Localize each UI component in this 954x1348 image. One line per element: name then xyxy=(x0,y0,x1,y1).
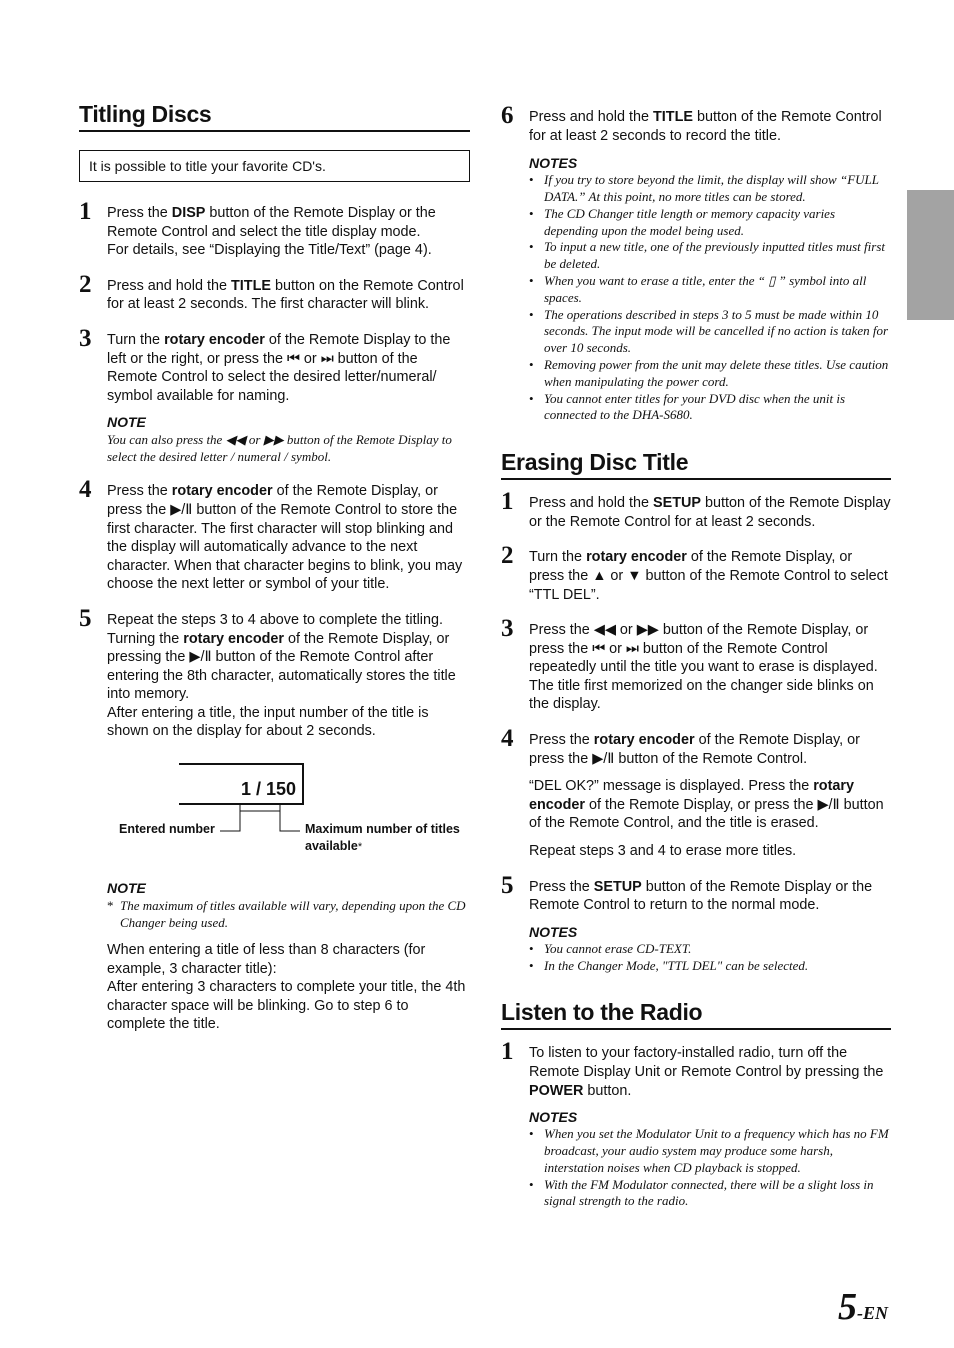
step-number: 1 xyxy=(501,488,514,516)
para-1: When entering a title of less than 8 characters (for example, 3 character title): xyxy=(107,942,426,977)
side-tab xyxy=(907,190,954,320)
step-text: Repeat the steps 3 to 4 above to complete the titling. Turning the rotary encoder of the Remote Display, or pressing the ▶/Ⅱ button of the Remote Control after entering the 8th character, automatically stores the title into memory. xyxy=(107,611,456,703)
step-text: Press the rotary encoder of the Remote Display, or press the ▶/Ⅱ button of the Remote Control. xyxy=(529,732,860,767)
notes-list xyxy=(529,172,891,424)
erase-step-2 xyxy=(501,542,891,604)
step-number: 2 xyxy=(79,270,92,298)
notes-list xyxy=(529,941,891,975)
note-item: • Removing power from the unit may delete these titles. Use caution when manipulating the power cord. xyxy=(529,357,891,391)
step-text: Turn the rotary encoder of the Remote Display to the left or the right, or press the ⏮ or ⏭ button of the Remote Control to select the desired letter/numeral/ symbol available for naming. xyxy=(107,331,451,404)
short-title-para xyxy=(79,941,470,1034)
step-number: 4 xyxy=(501,725,514,753)
step-extra: “DEL OK?” message is displayed. Press the rotary encoder of the Remote Display, or press the ▶/Ⅱ button of the Remote Control, and the title is erased. xyxy=(529,778,884,832)
step-number: 1 xyxy=(501,1038,514,1066)
step-text: Press the SETUP button of the Remote Display or the Remote Control to return to the normal mode. xyxy=(529,878,873,914)
erase-step-5 xyxy=(501,871,891,915)
para-2: After entering 3 characters to complete your title, the 4th character space will be blinking. Go to step 6 to complete the title. xyxy=(107,979,466,1033)
step-text: To listen to your factory-installed radio, turn off the Remote Display Unit or Remote Control by pressing the POWER button. xyxy=(529,1045,884,1099)
note-title: NOTE xyxy=(107,414,146,431)
section-title-radio: Listen to the Radio xyxy=(501,998,891,1030)
note-block xyxy=(107,413,470,465)
intro-box: It is possible to title your favorite CD's. xyxy=(79,150,470,182)
step-extra-2: Repeat steps 3 and 4 to erase more titles. xyxy=(529,843,797,860)
radio-step-1 xyxy=(501,1038,891,1100)
step-extra: For details, see “Displaying the Title/Text” (page 4). xyxy=(107,242,432,259)
step-text: Press and hold the TITLE button on the Remote Control for at least 2 seconds. The first character will blink. xyxy=(107,277,464,313)
note-item: • The CD Changer title length or memory capacity varies depending upon the model being used. xyxy=(529,206,891,240)
left-column xyxy=(79,100,470,1034)
note-item: • To input a new title, one of the previously inputted titles must first be deleted. xyxy=(529,239,891,273)
note-item: • In the Changer Mode, "TTL DEL" can be selected. xyxy=(529,958,891,975)
notes-title: NOTES xyxy=(529,923,578,940)
notes-title: NOTES xyxy=(529,155,578,172)
note-item: • When you set the Modulator Unit to a frequency which has no FM broadcast, your audio system may produce some harsh, interstation noises when CD playback is stopped. xyxy=(529,1126,891,1176)
notes-block-3 xyxy=(501,1108,891,1210)
note-block-2 xyxy=(79,879,470,931)
note-item: • With the FM Modulator connected, there will be a slight loss in signal strength to the radio. xyxy=(529,1177,891,1211)
step-extra: After entering a title, the input number of the title is shown on the display for about 2 seconds. xyxy=(107,704,429,740)
step-number: 2 xyxy=(501,542,514,570)
display-value: 1 / 150 xyxy=(240,779,296,800)
step-text: Press the rotary encoder of the Remote Display, or press the ▶/Ⅱ button of the Remote Control to store the first character. The first character will stop blinking and the display will automatically advance to the next character. When that character begins to blink, you may choose the next letter or symbol of your title. xyxy=(107,483,463,593)
note-text: You can also press the ◀◀ or ▶▶ button of the Remote Display to select the desired letter / numeral / symbol. xyxy=(107,432,452,465)
note-item: • The operations described in steps 3 to 5 must be made within 10 seconds. The input mode will be cancelled if no action is taken for over 10 seconds. xyxy=(529,307,891,357)
page-number: 5-EN xyxy=(838,1286,888,1328)
notes-block-2 xyxy=(501,923,891,975)
step-text: Press the DISP button of the Remote Display or the Remote Control and select the title display mode. xyxy=(107,205,436,240)
step-text: Turn the rotary encoder of the Remote Display, or press the ▲ or ▼ button of the Remote Control to select “TTL DEL”. xyxy=(529,549,888,603)
titling-step-4 xyxy=(79,476,470,594)
notes-list xyxy=(529,1126,891,1210)
notes-block-1 xyxy=(501,154,891,424)
step-number: 4 xyxy=(79,476,92,504)
right-column xyxy=(501,100,891,1210)
erase-step-4 xyxy=(501,725,891,861)
section-title-titling-discs: Titling Discs xyxy=(79,100,470,132)
entered-number-label: Entered number xyxy=(119,822,215,837)
note-item: • If you try to store beyond the limit, the display will show “FULL DATA.” At this point, no more titles can be stored. xyxy=(529,172,891,206)
titling-step-5 xyxy=(79,604,470,741)
note-title: NOTE xyxy=(107,880,146,897)
step-number: 1 xyxy=(79,198,92,225)
titling-step-6 xyxy=(501,102,891,145)
erase-step-3 xyxy=(501,615,891,714)
display-box xyxy=(179,763,304,805)
titling-step-3 xyxy=(79,324,470,465)
step-text: Press and hold the TITLE button of the Remote Control for at least 2 seconds to record the title. xyxy=(529,109,882,144)
notes-title: NOTES xyxy=(529,1109,578,1126)
step-number: 6 xyxy=(501,102,514,129)
step-number: 5 xyxy=(79,604,92,632)
display-diagram xyxy=(119,763,470,873)
note-item: • You cannot erase CD-TEXT. xyxy=(529,941,891,958)
step-number: 3 xyxy=(79,324,92,352)
step-number: 5 xyxy=(501,871,514,899)
step-text: Press the ◀◀ or ▶▶ button of the Remote Display, or press the ⏮ or ⏭ button of the Remote Control repeatedly until the title you want to erase is displayed. The title first memorized on the changer side blinks on the display. xyxy=(529,622,878,713)
titling-step-2 xyxy=(79,270,470,314)
erase-step-1 xyxy=(501,488,891,531)
section-title-erasing: Erasing Disc Title xyxy=(501,448,891,480)
note-item: • When you want to erase a title, enter the “ ▯ ” symbol into all spaces. xyxy=(529,273,891,307)
titling-step-1 xyxy=(79,198,470,260)
note-text: * The maximum of titles available will vary, depending upon the CD Changer being used. xyxy=(107,898,466,931)
step-text: Press and hold the SETUP button of the Remote Display or the Remote Control for at least 2 seconds. xyxy=(529,495,891,530)
note-item: • You cannot enter titles for your DVD disc when the unit is connected to the DHA-S680. xyxy=(529,391,891,425)
step-number: 3 xyxy=(501,615,514,643)
max-titles-label: Maximum number of titles available* xyxy=(305,822,460,854)
